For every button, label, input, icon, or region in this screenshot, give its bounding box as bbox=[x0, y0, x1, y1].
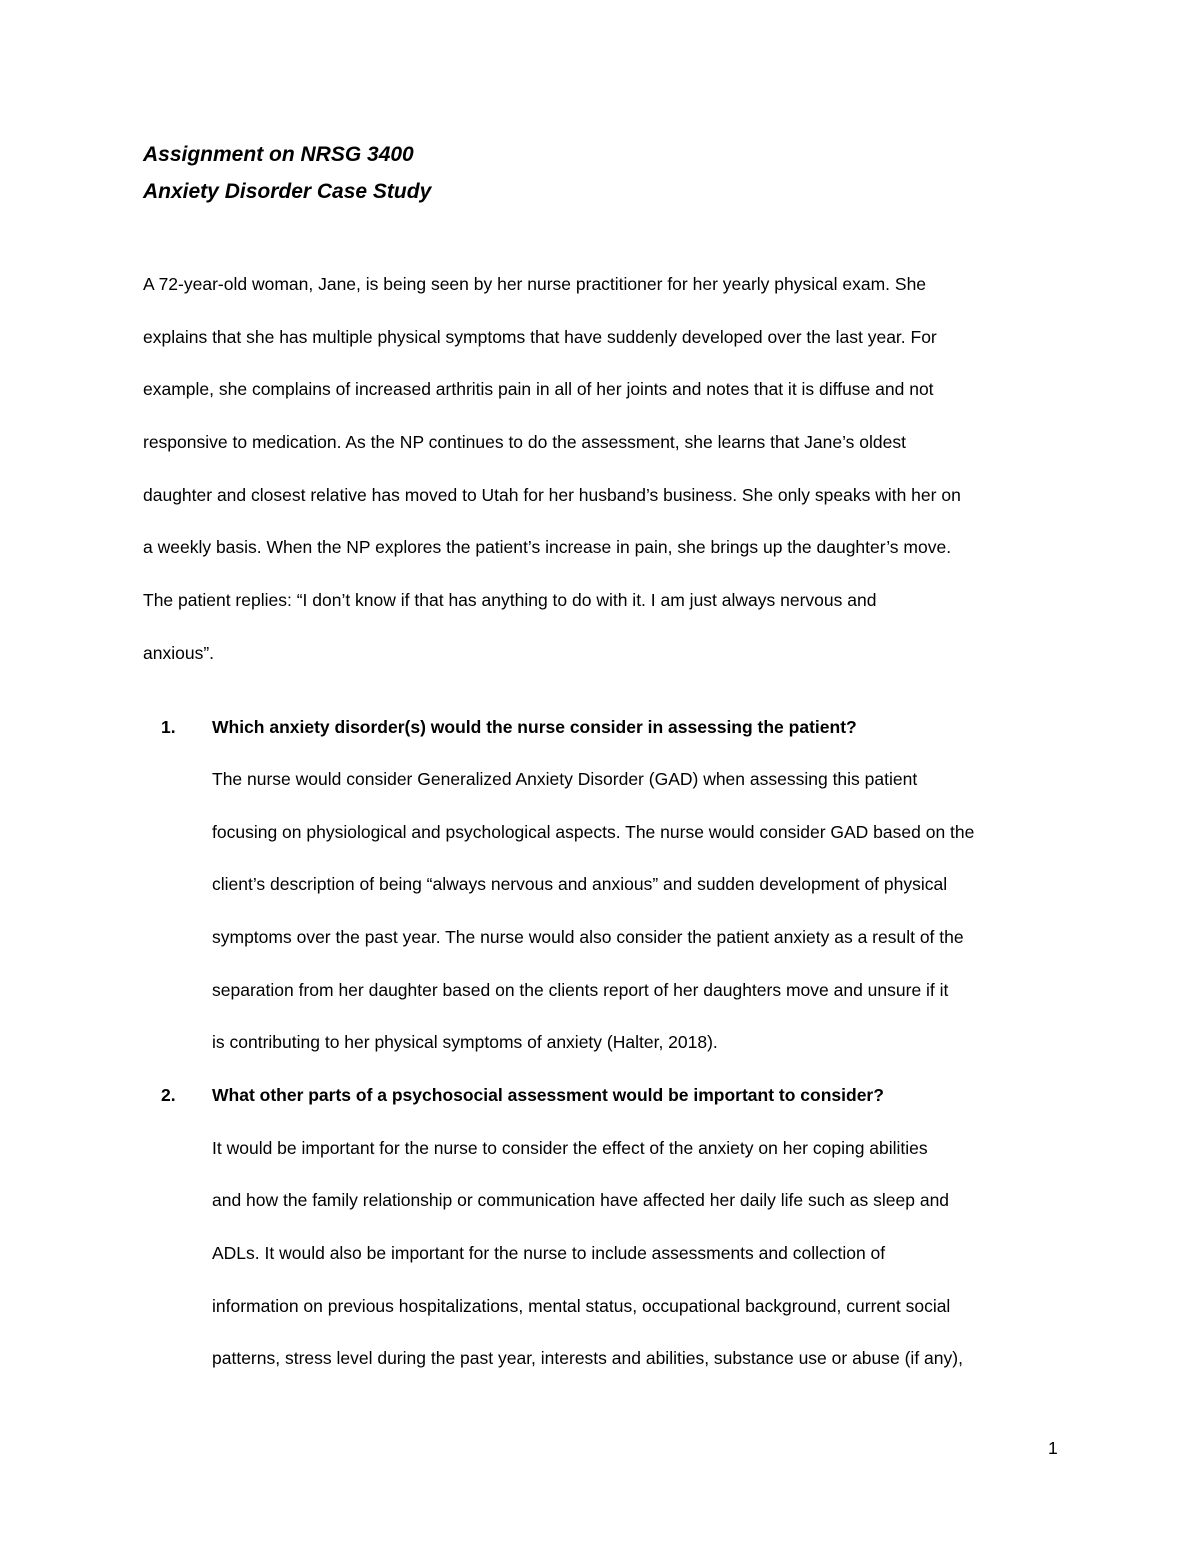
case-study-line: a weekly basis. When the NP explores the patient’s increase in pain, she brings up the daughter’s move. bbox=[143, 537, 952, 557]
case-study-line: example, she complains of increased arthritis pain in all of her joints and notes that it is diffuse and not bbox=[143, 379, 934, 399]
answer-line: is contributing to her physical symptoms of anxiety (Halter, 2018). bbox=[212, 1032, 718, 1052]
answer-line: It would be important for the nurse to consider the effect of the anxiety on her coping abilities bbox=[212, 1138, 928, 1158]
answer-line: separation from her daughter based on the clients report of her daughters move and unsure if it bbox=[212, 980, 949, 1000]
answer-line: focusing on physiological and psychological aspects. The nurse would consider GAD based on the bbox=[212, 822, 975, 842]
question-number: 1. bbox=[161, 717, 176, 737]
answer-line: symptoms over the past year. The nurse would also consider the patient anxiety as a result of the bbox=[212, 927, 964, 947]
case-study-line: The patient replies: “I don’t know if that has anything to do with it. I am just always nervous and bbox=[143, 590, 877, 610]
answer-line: The nurse would consider Generalized Anxiety Disorder (GAD) when assessing this patient bbox=[212, 769, 918, 789]
document-title: Assignment on NRSG 3400 bbox=[143, 143, 414, 166]
case-study-line: explains that she has multiple physical symptoms that have suddenly developed over the last year. For bbox=[143, 327, 937, 347]
question-number: 2. bbox=[161, 1085, 176, 1105]
question-text: Which anxiety disorder(s) would the nurse consider in assessing the patient? bbox=[212, 717, 857, 737]
case-study-line: A 72-year-old woman, Jane, is being seen by her nurse practitioner for her yearly physical exam. She bbox=[143, 274, 927, 294]
answer-line: and how the family relationship or communication have affected her daily life such as sleep and bbox=[212, 1190, 950, 1210]
case-study-line: responsive to medication. As the NP continues to do the assessment, she learns that Jane’s oldest bbox=[143, 432, 906, 452]
case-study-line: daughter and closest relative has moved to Utah for her husband’s business. She only speaks with her on bbox=[143, 485, 961, 505]
answer-line: information on previous hospitalizations, mental status, occupational background, current social bbox=[212, 1296, 951, 1316]
question-text: What other parts of a psychosocial assessment would be important to consider? bbox=[212, 1085, 884, 1105]
answer-line: client’s description of being “always nervous and anxious” and sudden development of physical bbox=[212, 874, 948, 894]
page-number: 1 bbox=[1048, 1438, 1058, 1458]
answer-line: ADLs. It would also be important for the nurse to include assessments and collection of bbox=[212, 1243, 886, 1263]
answer-line: patterns, stress level during the past year, interests and abilities, substance use or abuse (if any), bbox=[212, 1348, 963, 1368]
document-subtitle: Anxiety Disorder Case Study bbox=[143, 180, 432, 203]
case-study-line: anxious”. bbox=[143, 643, 215, 663]
